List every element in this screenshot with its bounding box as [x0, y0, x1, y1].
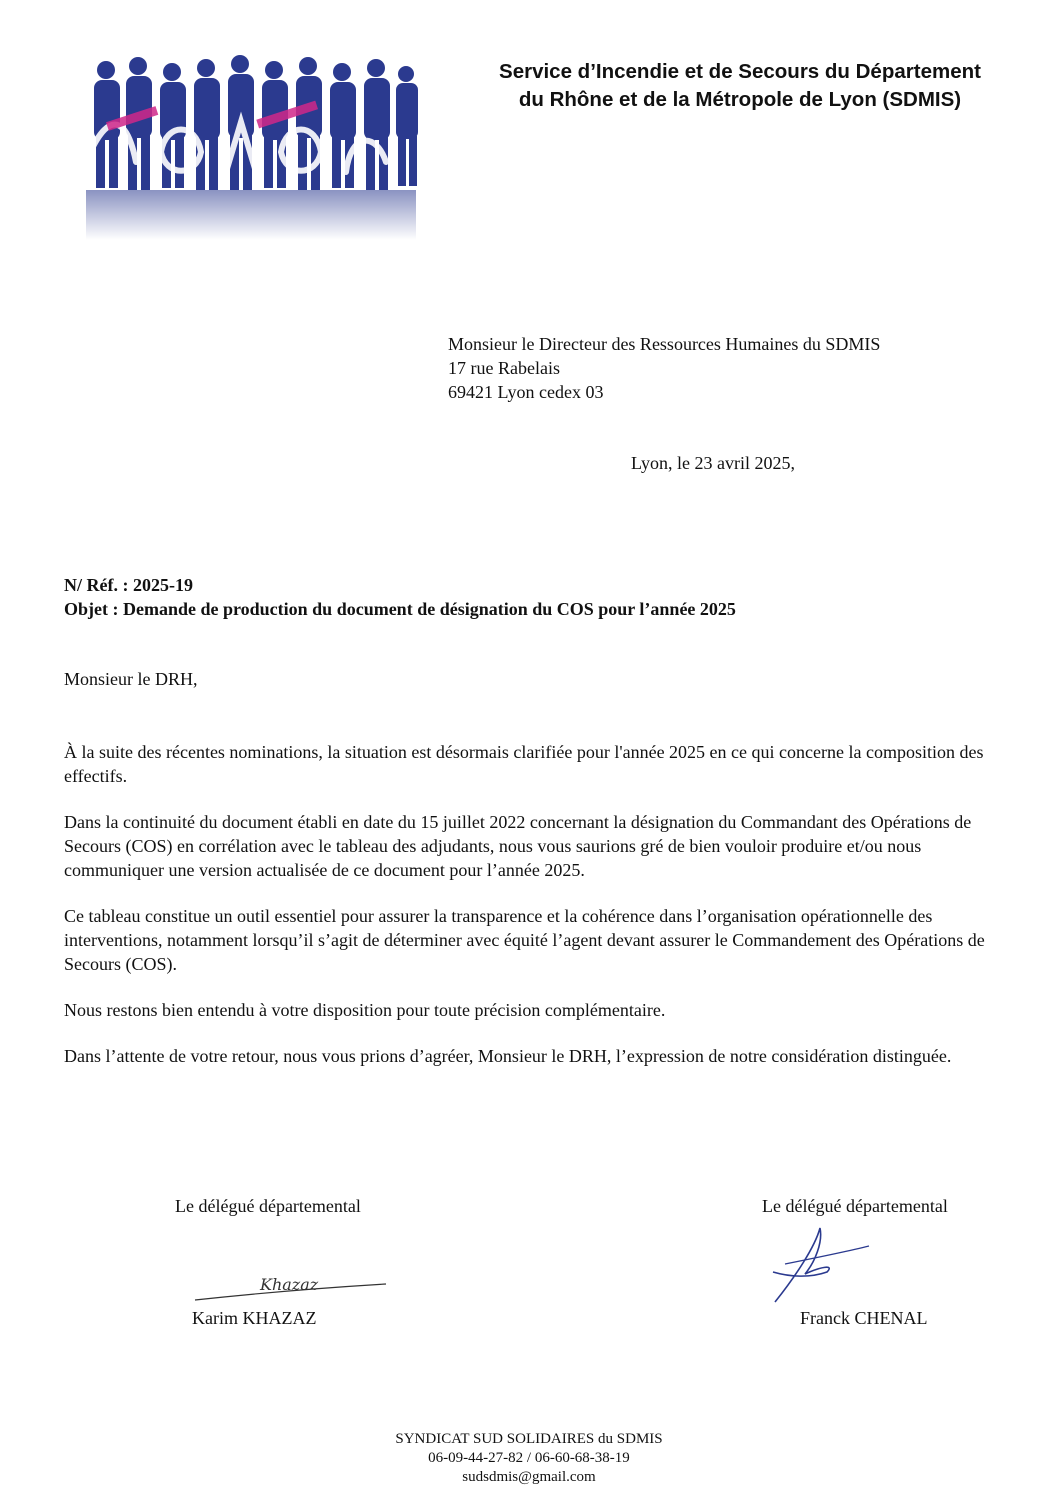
footer-phones: 06-09-44-27-82 / 06-60-68-38-19 [428, 1450, 630, 1466]
body-paragraph: À la suite des récentes nominations, la situation est désormais clarifiée pour l'année 2025 en ce qui concerne la composition des effectifs. [64, 742, 984, 786]
body-paragraph: Ce tableau constitue un outil essentiel pour assurer la transparence et la cohérence dans l’organisation opérationnelle des interventions, notamment lorsqu’il s’agit de déterminer avec équité l’agent devant assurer le Commandement des Opérations de Secours (COS). [64, 906, 985, 974]
footer-email: sudsdmis@gmail.com [462, 1469, 596, 1485]
recipient-line3: 69421 Lyon cedex 03 [448, 382, 604, 402]
organization-title-line1: Service d’Incendie et de Secours du Département [499, 60, 981, 83]
subject-line: Objet : Demande de production du document de désignation du COS pour l’année 2025 [64, 599, 736, 619]
body-paragraph: Dans la continuité du document établi en date du 15 juillet 2022 concernant la désignation du Commandant des Opérations de Secours (COS) en corrélation avec le tableau des adjudants, nous vous saurions gré de bien vouloir produire et/ou nous communiquer une version actualisée de ce document pour l’année 2025. [64, 812, 972, 880]
letter-body [64, 740, 996, 1090]
handwritten-signature-icon [190, 1268, 390, 1308]
left-signatory-name: Karim KHAZAZ [192, 1308, 317, 1328]
organization-title [470, 58, 1010, 114]
right-signatory-name: Franck CHENAL [800, 1308, 928, 1328]
recipient-address [448, 332, 880, 404]
letter-date: Lyon, le 23 avril 2025, [631, 453, 795, 473]
body-paragraph: Dans l’attente de votre retour, nous vous prions d’agréer, Monsieur le DRH, l’expression de notre considération distinguée. [64, 1046, 952, 1066]
svg-text:Khazaz: Khazaz [260, 1275, 319, 1294]
union-crowd-logo-icon [66, 52, 426, 242]
reference-block [64, 573, 736, 621]
footer-union-name: SYNDICAT SUD SOLIDAIRES du SDMIS [395, 1431, 663, 1447]
reference-number: N/ Réf. : 2025-19 [64, 575, 193, 595]
salutation: Monsieur le DRH, [64, 669, 198, 689]
body-paragraph: Nous restons bien entendu à votre disposition pour toute précision complémentaire. [64, 1000, 666, 1020]
organization-title-line2: du Rhône et de la Métropole de Lyon (SDMIS) [518, 88, 962, 111]
handwritten-signature-icon [765, 1222, 875, 1308]
left-signatory-title: Le délégué départemental [175, 1196, 361, 1216]
recipient-line2: 17 rue Rabelais [448, 358, 560, 378]
footer [0, 1430, 1058, 1487]
right-signatory-title: Le délégué départemental [762, 1196, 948, 1216]
recipient-line1: Monsieur le Directeur des Ressources Humaines du SDMIS [448, 334, 881, 354]
